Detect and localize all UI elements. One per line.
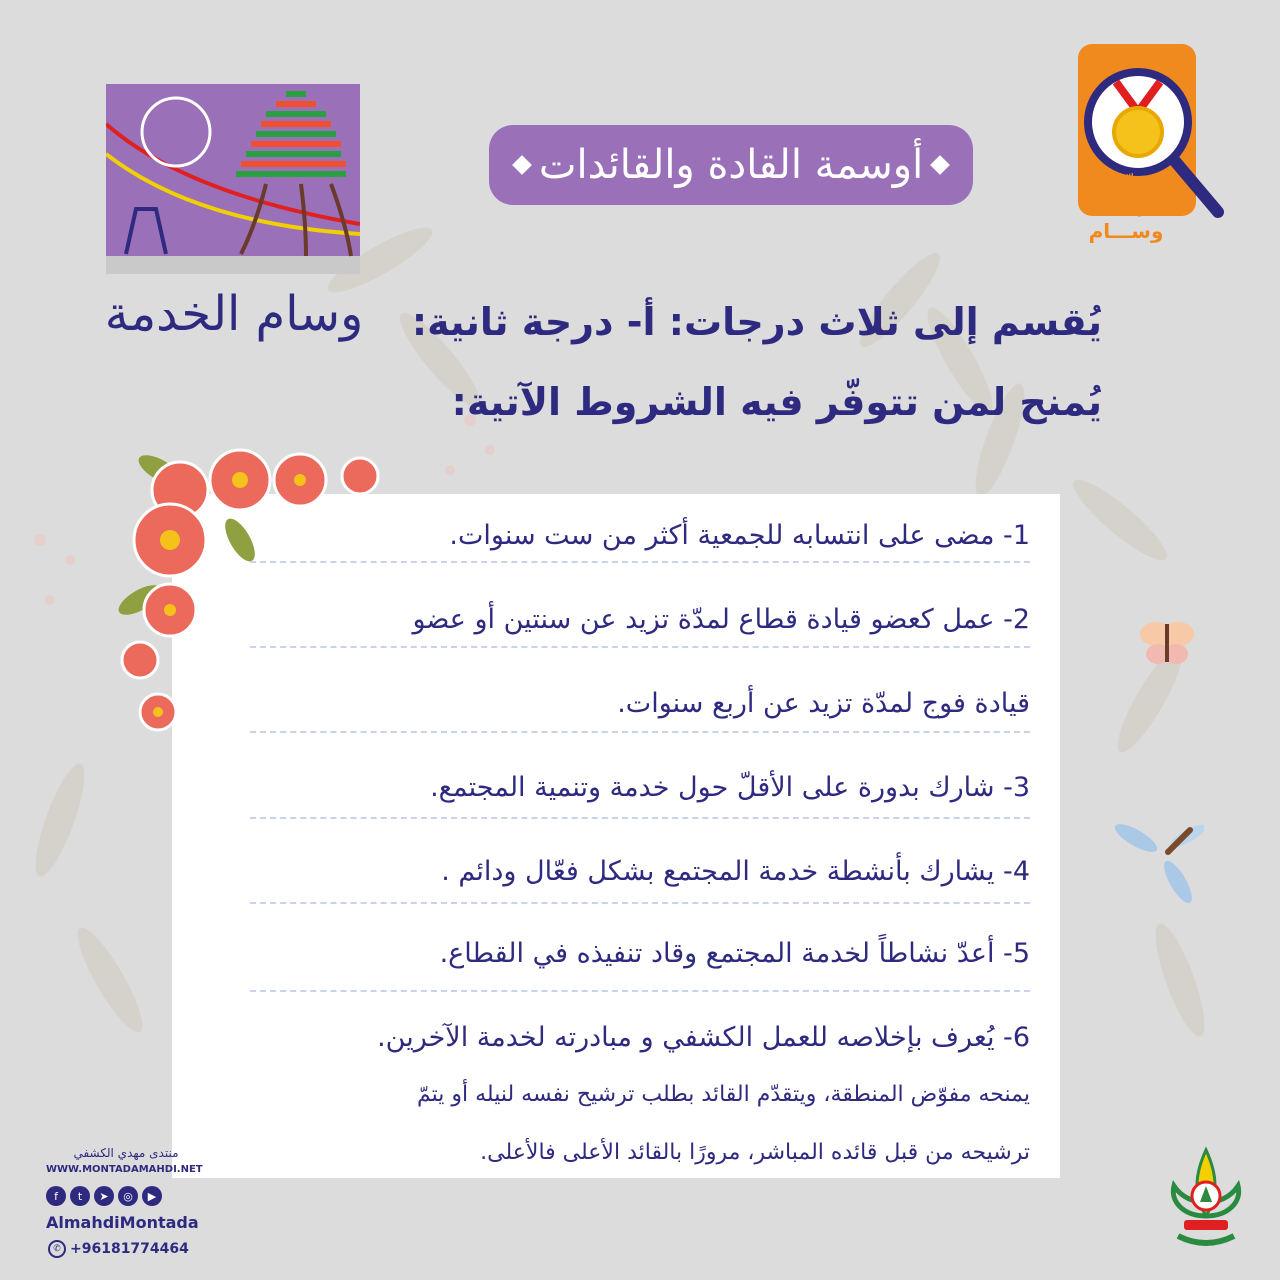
social-icons-row bbox=[46, 1186, 162, 1206]
condition-item-1: 1- مضى على انتسابه للجمعية أكثر من ست سنوات. bbox=[449, 520, 1030, 551]
condition-item-5: 5- أعدّ نشاطاً لخدمة المجتمع وقاد تنفيذه في القطاع. bbox=[439, 938, 1030, 969]
page-title-banner bbox=[489, 125, 973, 205]
forum-name: منتدى مهدي الكشفي bbox=[73, 1146, 179, 1160]
roses-decoration bbox=[100, 440, 400, 740]
badge-logo-text bbox=[1078, 166, 1174, 244]
intro-degrees-line: يُقسم إلى ثلاث درجات: أ- درجة ثانية: bbox=[411, 300, 1102, 344]
badge-logo-line2: وســـام bbox=[1088, 219, 1164, 243]
dashed-divider bbox=[250, 990, 1030, 992]
telegram-icon[interactable]: ➤ bbox=[94, 1186, 114, 1206]
dashed-divider bbox=[250, 731, 1030, 733]
butterfly-decoration-icon bbox=[1136, 616, 1196, 668]
youtube-icon[interactable]: ▶ bbox=[142, 1186, 162, 1206]
page-title: أوسمة القادة والقائدات bbox=[538, 142, 924, 188]
dashed-divider bbox=[250, 646, 1030, 648]
service-medal-emblem bbox=[106, 84, 360, 274]
instagram-icon[interactable]: ◎ bbox=[118, 1186, 138, 1206]
grant-note-line-1: يمنحه مفوّض المنطقة، ويتقدّم القائد بطلب ترشيح نفسه لنيله أو يتمّ bbox=[417, 1082, 1030, 1107]
dashed-divider bbox=[250, 902, 1030, 904]
condition-item-4: 4- يشارك بأنشطة خدمة المجتمع بشكل فعّال ودائم . bbox=[441, 856, 1030, 887]
medal-name: وسام الخدمة bbox=[104, 286, 364, 342]
grant-note-line-2: ترشيحه من قبل قائده المباشر، مرورًا بالقائد الأعلى فالأعلى. bbox=[480, 1140, 1030, 1165]
whatsapp-contact bbox=[48, 1240, 189, 1258]
diamond-bullet-icon bbox=[930, 155, 950, 175]
dragonfly-decoration-icon bbox=[1108, 816, 1204, 912]
social-handle: AlmahdiMontada bbox=[46, 1213, 199, 1232]
twitter-icon[interactable]: t bbox=[70, 1186, 90, 1206]
facebook-icon[interactable]: f bbox=[46, 1186, 66, 1206]
website-link[interactable]: WWW.MONTADAMAHDI.NET bbox=[46, 1164, 203, 1175]
condition-item-3: 3- شارك بدورة على الأقلّ حول خدمة وتنمية المجتمع. bbox=[430, 772, 1030, 803]
condition-item-2-continued: قيادة فوج لمدّة تزيد عن أربع سنوات. bbox=[617, 688, 1030, 719]
dashed-divider bbox=[250, 561, 1030, 563]
badge-logo-line1: تعرّف إلى bbox=[1098, 167, 1154, 217]
whatsapp-icon: ✆ bbox=[48, 1240, 66, 1258]
scout-fleur-de-lis-logo-icon bbox=[1164, 1146, 1248, 1256]
phone-number: +96181774464 bbox=[70, 1241, 189, 1257]
condition-item-6: 6- يُعرف بإخلاصه للعمل الكشفي و مبادرته لخدمة الآخرين. bbox=[377, 1022, 1030, 1053]
intro-conditions-line: يُمنح لمن تتوفّر فيه الشروط الآتية: bbox=[451, 380, 1102, 424]
diamond-bullet-icon bbox=[512, 155, 532, 175]
condition-item-2: 2- عمل كعضو قيادة قطاع لمدّة تزيد عن سنتين أو عضو bbox=[412, 604, 1030, 635]
dashed-divider bbox=[250, 817, 1030, 819]
